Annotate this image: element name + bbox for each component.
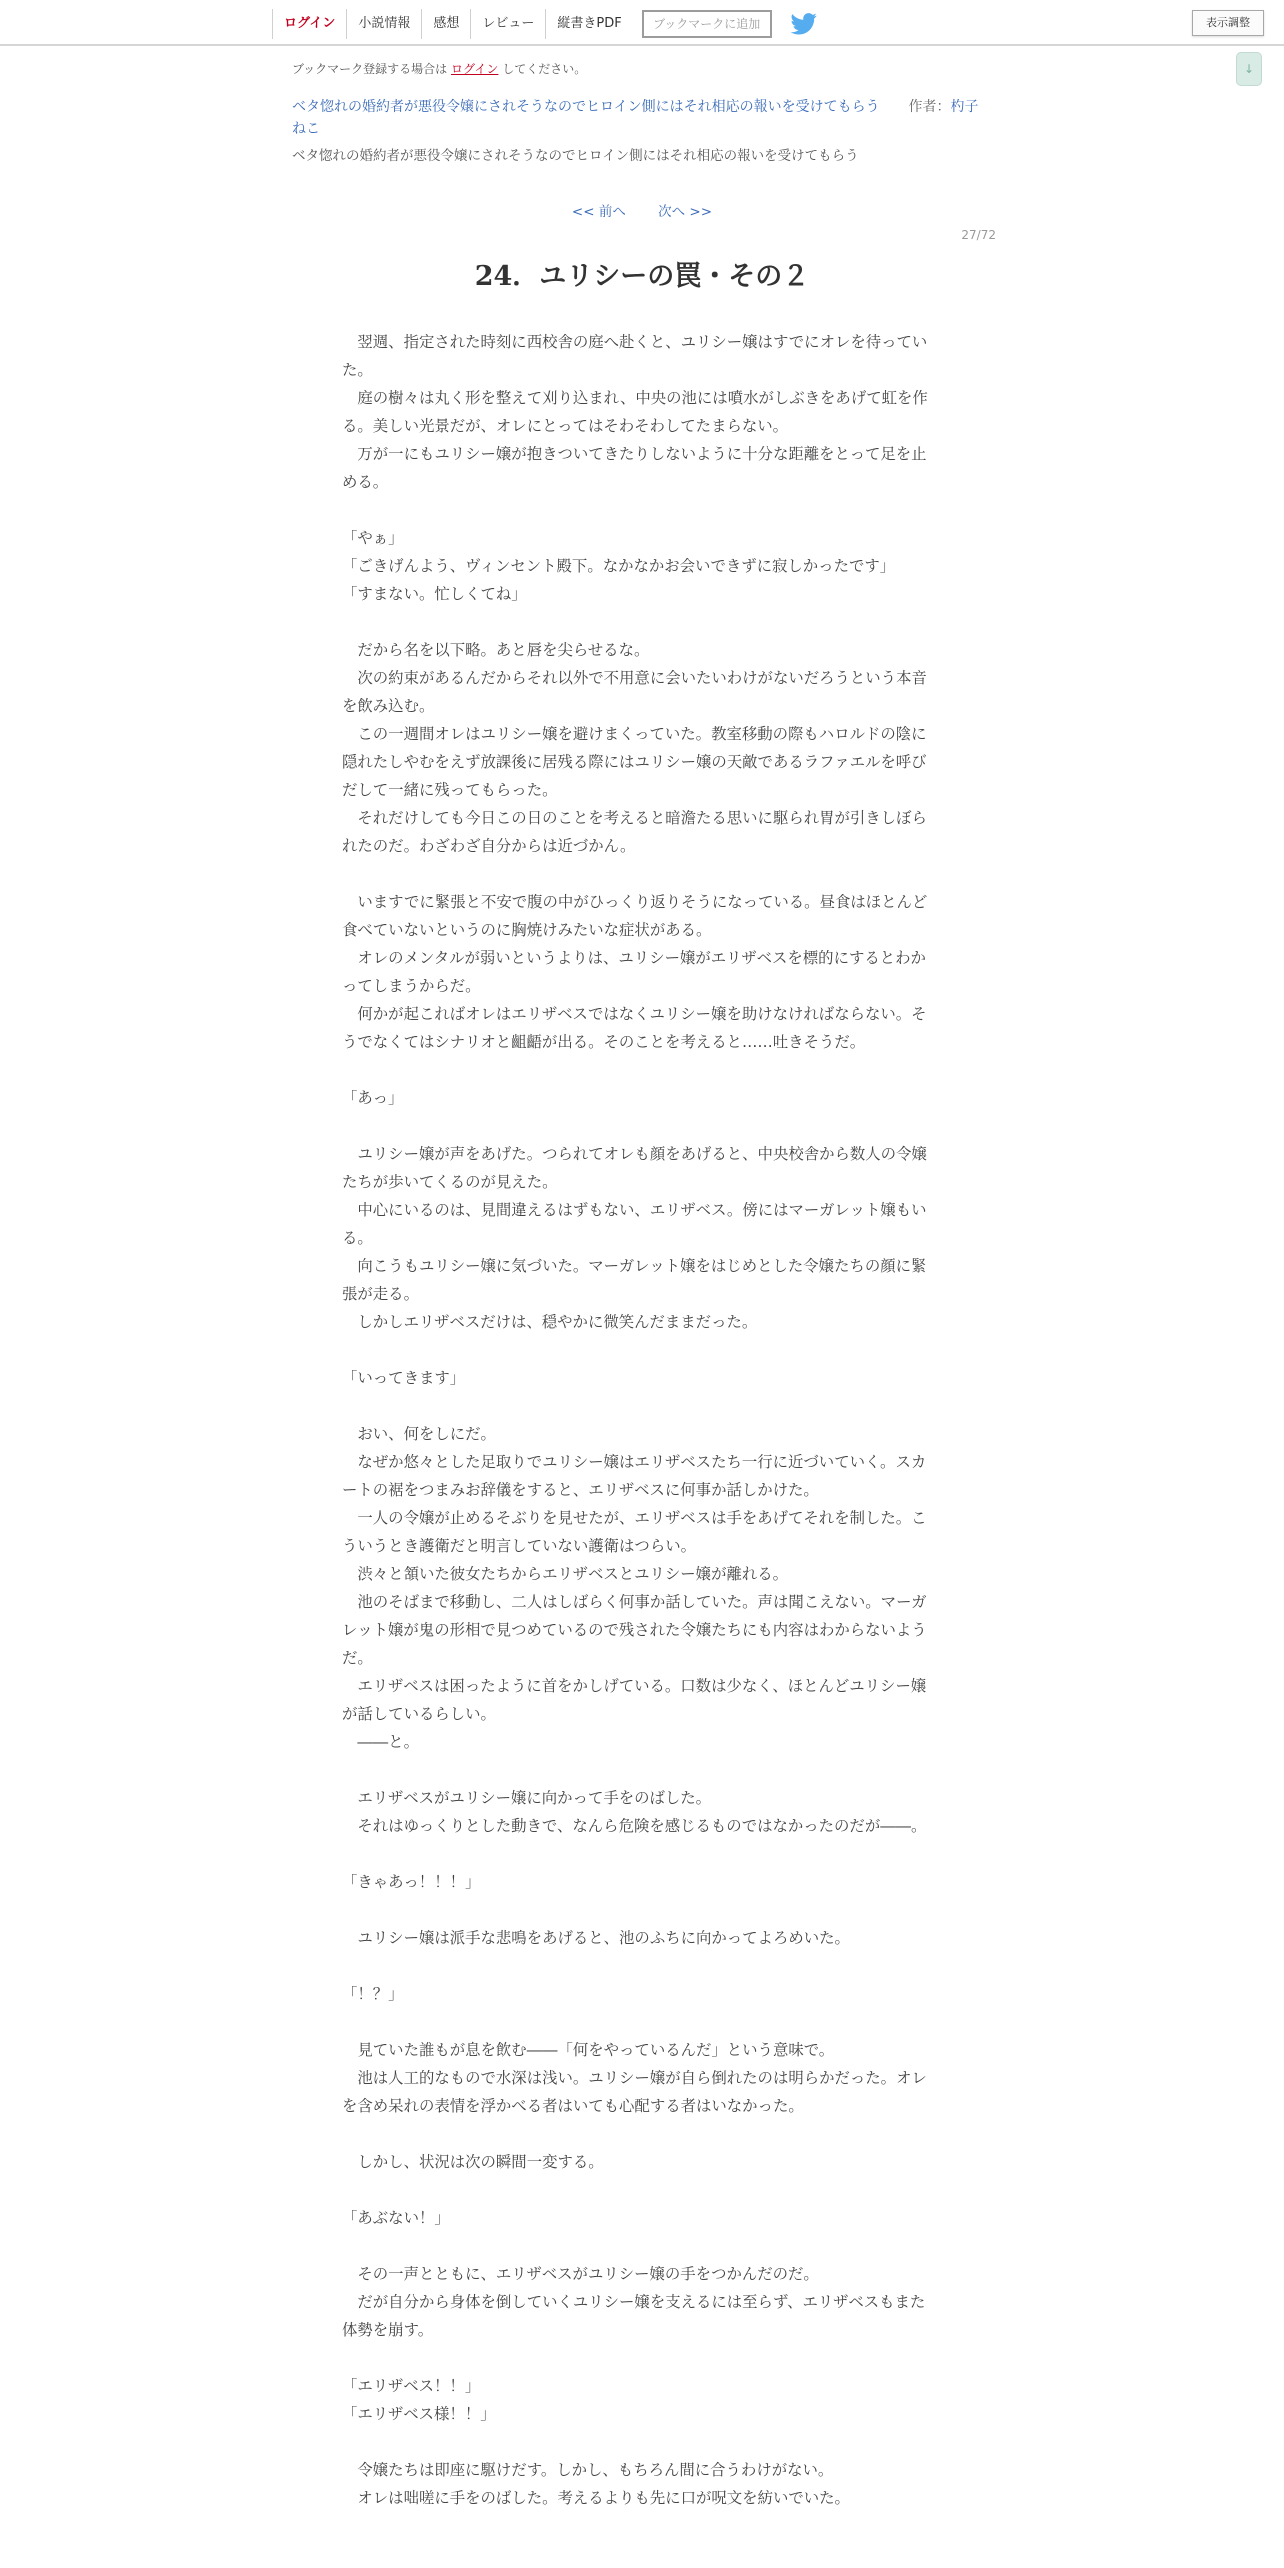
body-paragraph: その一声とともに、エリザベスがユリシー嬢の手をつかんだのだ。 [342, 2265, 819, 2283]
blank-line [342, 1756, 936, 1784]
author-label: 作者： [908, 99, 951, 115]
blank-line [342, 1896, 936, 1924]
body-paragraph: 「ごきげんよう、ヴィンセント殿下。なかなかお会いできずに寂しかったです」 [342, 557, 896, 575]
body-paragraph: 万が一にもユリシー嬢が抱きついてきたりしないように十分な距離をとって足を止める。 [342, 445, 927, 491]
add-bookmark-button[interactable]: ブックマークに追加 [642, 10, 772, 38]
body-paragraph: しかし、状況は次の瞬間一変する。 [342, 2153, 604, 2171]
chapter-body [342, 328, 936, 2512]
body-paragraph: 令嬢たちは即座に駆けだす。しかし、もちろん間に合うわけがない。 [342, 2461, 834, 2479]
blank-line [342, 1336, 936, 1364]
prev-chapter-link[interactable]: << 前へ [571, 204, 626, 220]
chapter-title: 24．ユリシーの罠・その２ [474, 261, 810, 292]
blank-line [342, 496, 936, 524]
body-paragraph: 「エリザベス様！！」 [342, 2405, 496, 2423]
body-paragraph: 何かが起こればオレはエリザベスではなくユリシー嬢を助けなければならない。そうでなくてはシナリオと齟齬が出る。そのことを考えると……吐きそうだ。 [342, 1005, 927, 1051]
author-link[interactable]: 杓子ねこ [292, 99, 979, 137]
impression-link[interactable]: 感想 [421, 9, 470, 39]
body-paragraph: 翌週、指定された時刻に西校舎の庭へ赴くと、ユリシー嬢はすでにオレを待っていた。 [342, 333, 928, 379]
body-paragraph: 池は人工的なもので水深は浅い。ユリシー嬢が自ら倒れたのは明らかだった。オレを含め呆れの表情を浮かべる者はいても心配する者はいなかった。 [342, 2069, 927, 2115]
blank-line [342, 2008, 936, 2036]
blank-line [342, 2232, 936, 2260]
blank-line [342, 2176, 936, 2204]
chapter-pager [0, 200, 1284, 220]
body-paragraph: 「きゃあっ！！！」 [342, 1873, 481, 1891]
chapter-count: 27/72 [961, 228, 996, 242]
body-paragraph: だから名を以下略。あと唇を尖らせるな。 [342, 641, 650, 659]
blank-line [342, 2428, 936, 2456]
body-paragraph: 「すまない。忙しくてね」 [342, 585, 527, 603]
notice-login-link[interactable]: ログイン [451, 62, 499, 76]
body-paragraph: 「あぶない！」 [342, 2209, 450, 2227]
review-link[interactable]: レビュー [470, 9, 545, 39]
body-paragraph: それだけしても今日この日のことを考えると暗澹たる思いに駆られ胃が引きしぼられたのだ。わざわざ自分からは近づかん。 [342, 809, 927, 855]
body-paragraph: 「やぁ」 [342, 529, 404, 547]
body-paragraph: 見ていた誰もが息を飲む――「何をやっているんだ」という意味で。 [342, 2041, 835, 2059]
blank-line [342, 1840, 936, 1868]
blank-line [342, 608, 936, 636]
body-paragraph: 渋々と頷いた彼女たちからエリザベスとユリシー嬢が離れる。 [342, 1565, 789, 1583]
novel-title-link[interactable]: ベタ惚れの婚約者が悪役令嬢にされそうなのでヒロイン側にはそれ相応の報いを受けてもらう [292, 99, 880, 115]
body-paragraph: 「エリザベス！！」 [342, 2377, 481, 2395]
body-paragraph: それはゆっくりとした動きで、なんら危険を感じるものではなかったのだが――。 [342, 1817, 927, 1835]
body-paragraph: オレは咄嗟に手をのばした。考えるよりも先に口が呪文を紡いでいた。 [342, 2489, 850, 2507]
body-paragraph: 「あっ」 [342, 1089, 404, 1107]
body-paragraph: ユリシー嬢が声をあげた。つられてオレも顔をあげると、中央校舎から数人の令嬢たちが歩いてくるのが見えた。 [342, 1145, 927, 1191]
novel-header [292, 96, 992, 140]
body-paragraph: 「！？」 [342, 1985, 404, 2003]
body-paragraph: 池のそばまで移動し、二人はしばらく何事か話していた。声は聞こえない。マーガレット嬢が鬼の形相で見つめているので残された令嬢たちにも内容はわからないようだ。 [342, 1593, 927, 1667]
twitter-bird-icon[interactable] [790, 12, 818, 36]
body-paragraph: エリザベスは困ったように首をかしげている。口数は少なく、ほとんどユリシー嬢が話しているらしい。 [342, 1677, 927, 1723]
blank-line [342, 860, 936, 888]
body-paragraph: しかしエリザベスだけは、穏やかに微笑んだままだった。 [342, 1313, 758, 1331]
body-paragraph: エリザベスがユリシー嬢に向かって手をのばした。 [342, 1789, 712, 1807]
vertical-pdf-link[interactable]: 縦書きPDF [545, 9, 632, 39]
body-paragraph: だが自分から身体を倒していくユリシー嬢を支えるには至らず、エリザベスもまた体勢を崩す。 [342, 2293, 926, 2339]
body-paragraph: 次の約束があるんだからそれ以外で不用意に会いたいわけがないだろうという本音を飲み込む。 [342, 669, 927, 715]
blank-line [342, 2344, 936, 2372]
blank-line [342, 1392, 936, 1420]
blank-line [342, 2120, 936, 2148]
display-settings-button[interactable]: 表示調整 [1192, 10, 1264, 36]
login-notice-prefix: ブックマーク登録する場合は [292, 62, 448, 76]
body-paragraph: なぜか悠々とした足取りでユリシー嬢はエリザベスたち一行に近づいていく。スカートの裾をつまみお辞儀をすると、エリザベスに何事か話しかけた。 [342, 1453, 927, 1499]
body-paragraph: 「いってきます」 [342, 1369, 466, 1387]
body-paragraph: いますでに緊張と不安で腹の中がひっくり返りそうになっている。昼食はほとんど食べていないというのに胸焼けみたいな症状がある。 [342, 893, 928, 939]
body-paragraph: 庭の樹々は丸く形を整えて刈り込まれ、中央の池には噴水がしぶきをあげて虹を作る。美しい光景だが、オレにとってはそわそわしてたまらない。 [342, 389, 928, 435]
login-link[interactable]: ログイン [272, 9, 346, 39]
blank-line [342, 1056, 936, 1084]
login-notice [292, 60, 586, 77]
body-paragraph: 中心にいるのは、見間違えるはずもない、エリザベス。傍にはマーガレット嬢もいる。 [342, 1201, 927, 1247]
body-paragraph: オレのメンタルが弱いというよりは、ユリシー嬢がエリザベスを標的にするとわかってしまうからだ。 [342, 949, 926, 995]
body-paragraph: ――と。 [342, 1733, 419, 1751]
scroll-down-button[interactable]: ↓ [1236, 52, 1262, 86]
body-paragraph: ユリシー嬢は派手な悲鳴をあげると、池のふちに向かってよろめいた。 [342, 1929, 850, 1947]
login-notice-suffix: してください。 [502, 62, 587, 76]
blank-line [342, 1112, 936, 1140]
novel-info-link[interactable]: 小説情報 [346, 9, 421, 39]
blank-line [342, 1952, 936, 1980]
top-header [0, 0, 1284, 46]
next-chapter-link[interactable]: 次へ >> [658, 204, 713, 220]
body-paragraph: 一人の令嬢が止めるそぶりを見せたが、エリザベスは手をあげてそれを制した。こういうとき護衛だと明言していない護衛はつらい。 [342, 1509, 927, 1555]
novel-subtitle: ベタ惚れの婚約者が悪役令嬢にされそうなのでヒロイン側にはそれ相応の報いを受けてもらう [292, 148, 859, 164]
body-paragraph: この一週間オレはユリシー嬢を避けまくっていた。教室移動の際もハロルドの陰に隠れたしやむをえず放課後に居残る際にはユリシー嬢の天敵であるラファエルを呼びだして一緒に残ってもらった。 [342, 725, 927, 799]
header-nav [272, 8, 818, 40]
body-paragraph: おい、何をしにだ。 [342, 1425, 496, 1443]
body-paragraph: 向こうもユリシー嬢に気づいた。マーガレット嬢をはじめとした令嬢たちの顔に緊張が走る。 [342, 1257, 927, 1303]
